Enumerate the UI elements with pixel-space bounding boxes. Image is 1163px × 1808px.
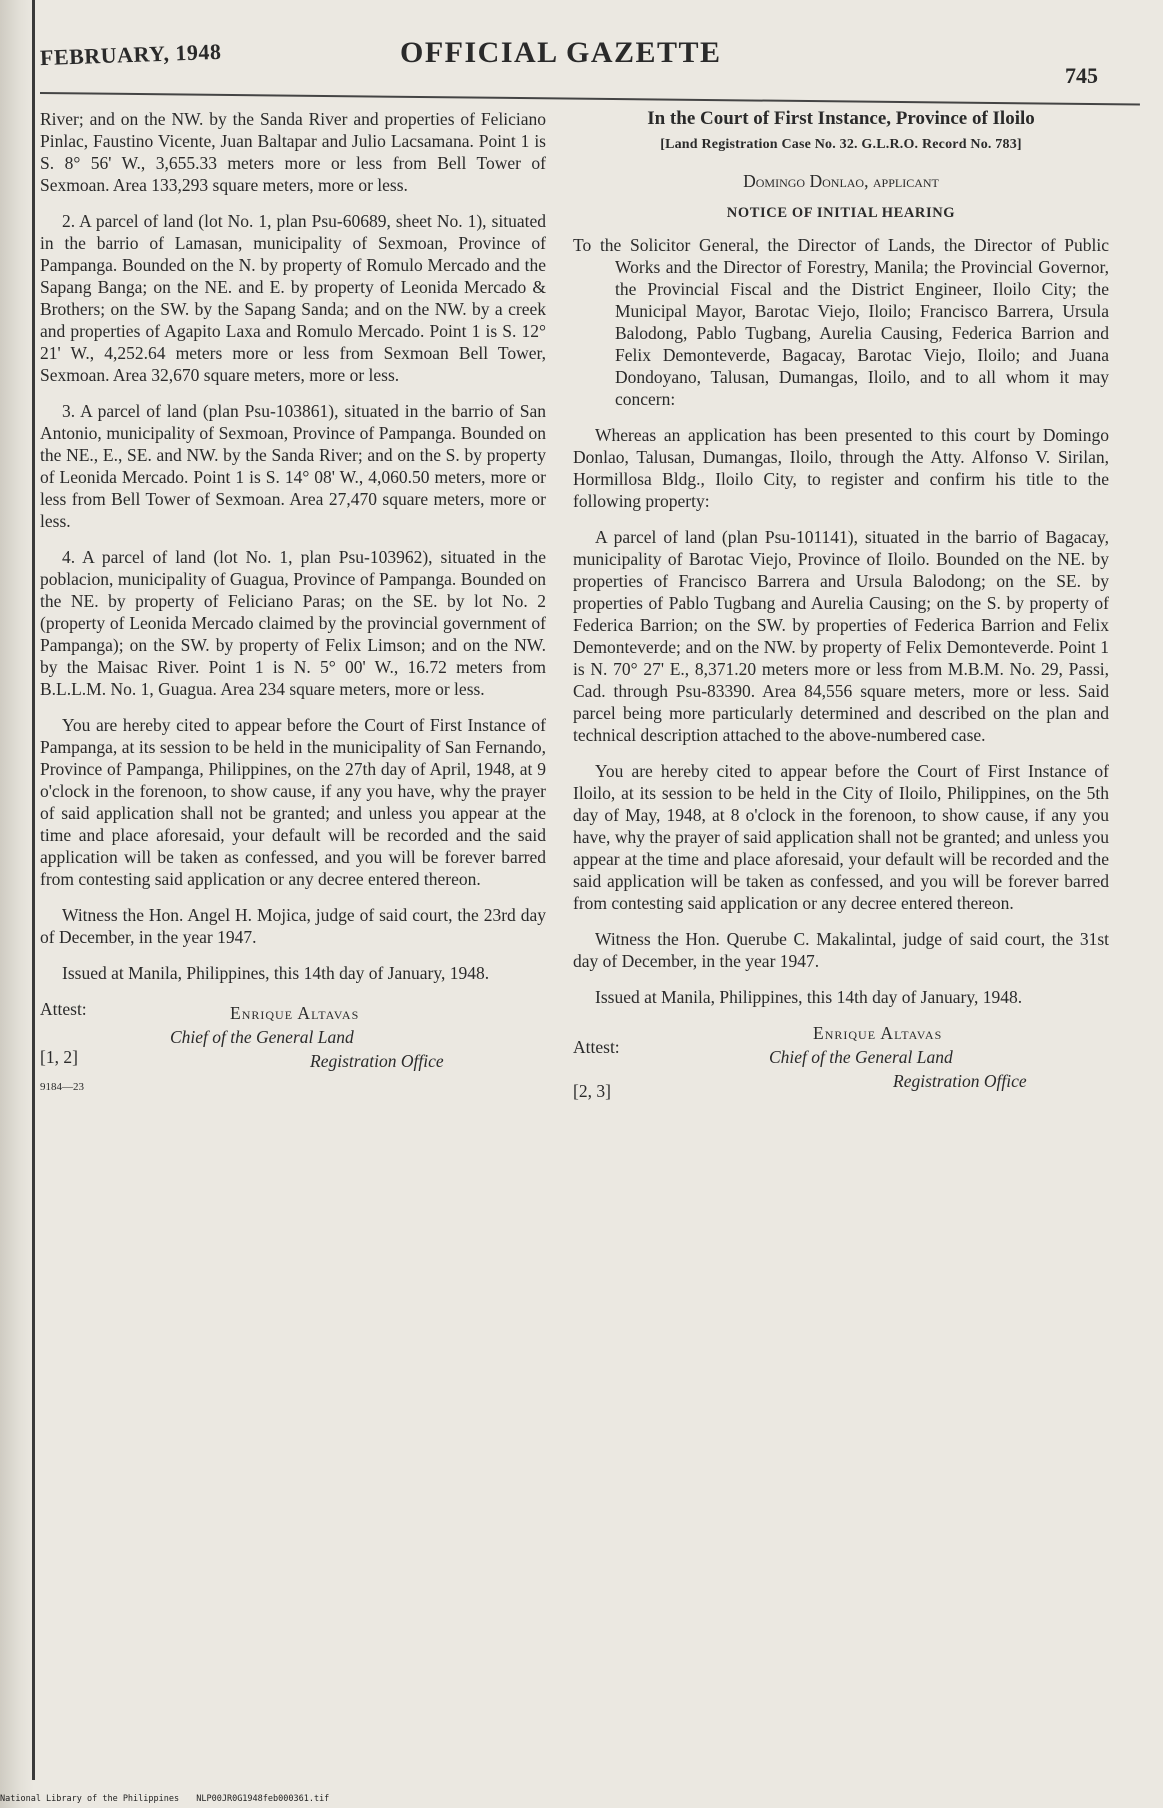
scan-filename: NLP00JR0G1948feb000361.tif	[196, 1794, 330, 1804]
left-column	[40, 108, 546, 1118]
header-rule	[40, 92, 1140, 106]
reference-numbers: [2, 3]	[573, 1081, 611, 1101]
attest-block	[573, 1022, 1109, 1142]
signer-title-line-2: Registration Office	[893, 1071, 1027, 1091]
issued-paragraph: Issued at Manila, Philippines, this 14th day of January, 1948.	[62, 963, 490, 983]
right-column	[573, 108, 1109, 1142]
signer-title-line-1: Chief of the General Land	[769, 1047, 953, 1067]
attest-label: Attest:	[40, 999, 87, 1019]
witness-paragraph: Witness the Hon. Angel H. Mojica, judge of said court, the 23rd day of December, in the year 1947.	[40, 905, 546, 947]
gazette-title: OFFICIAL GAZETTE	[400, 36, 722, 69]
library-credit: National Library of the Philippines	[0, 1794, 180, 1804]
header-date: FEBRUARY, 1948	[39, 38, 222, 71]
notice-title: NOTICE OF INITIAL HEARING	[726, 205, 956, 221]
parcel-paragraph: A parcel of land (plan Psu-101141), situated in the barrio of Bagacay, municipality of Barotac Viejo, Province of Iloilo. Bounded on the NE. by properties of Francisco Barrera and Ursula Balodong; on the SE. by properties of Pablo Tugbang and Aurelia Causing; on the S. by property of Federica Barrion; on the SW. by properties of Federica Barrion and Felix Demonteverde; and on the NW. by property of Felix Demonteverde. Point 1 is N. 70° 27' E., 8,371.20 meters more or less from M.B.M. No. 29, Passi, Cad. through Psu-83390. Area 84,556 square meters, more or less. Said parcel being more particularly determined and described on the plan and technical description attached to the above-numbered case.	[573, 527, 1109, 745]
witness-paragraph: Witness the Hon. Querube C. Makalintal, judge of said court, the 31st day of December, in the year 1947.	[573, 929, 1109, 971]
attest-label: Attest:	[573, 1037, 620, 1057]
whereas-paragraph: Whereas an application has been presented to this court by Domingo Donlao, Talusan, Dumangas, Iloilo, through the Atty. Alfonso V. Sirilan, Hormillosa Bldg., Iloilo City, to register and confirm his title to the following property:	[573, 425, 1109, 511]
page-number: 745	[1065, 63, 1098, 88]
binding-shadow	[0, 0, 34, 1808]
continuation-paragraph: River; and on the NW. by the Sanda River and properties of Feliciano Pinlac, Faustino Vicente, Juan Baltapar and Julio Lacsamana. Point 1 is S. 8° 56' W., 3,655.33 meters more or less from Bell Tower of Sexmoan. Area 133,293 square meters, more or less.	[40, 109, 546, 195]
scan-footer	[0, 1794, 1163, 1804]
citation-paragraph: You are hereby cited to appear before the Court of First Instance of Pampanga, at its session to be held in the municipality of San Fernando, Province of Pampanga, Philippines, on the 27th day of April, 1948, at 9 o'clock in the forenoon, to show cause, if any you have, why the prayer of said application shall not be granted; and unless you appear at the time and place aforesaid, your default will be recorded and the said application will be taken as confessed, and you will be forever barred from contesting said application or any decree entered thereon.	[40, 715, 546, 889]
reference-numbers: [1, 2]	[40, 1047, 78, 1067]
addressees-paragraph: To the Solicitor General, the Director of Lands, the Director of Public Works and the Director of Forestry, Manila; the Provincial Governor, the Provincial Fiscal and the District Engineer, Iloilo City; the Municipal Mayor, Barotac Viejo, Iloilo; Francisco Barrera, Ursula Balodong, Pablo Tugbang, Aurelia Causing, Federica Barrion and Felix Demonteverde, Bagacay, Barotac Viejo, Iloilo; and Juana Dondoyano, Talusan, Dumangas, Iloilo, and to all whom it may concern:	[573, 235, 1109, 409]
attest-block	[40, 998, 546, 1118]
case-number: [Land Registration Case No. 32. G.L.R.O. Record No. 783]	[660, 137, 1022, 152]
signer-name: Enrique Altavas	[230, 1003, 360, 1023]
issued-paragraph: Issued at Manila, Philippines, this 14th day of January, 1948.	[595, 987, 1023, 1007]
print-code: 9184—23	[40, 1081, 84, 1093]
court-heading: In the Court of First Instance, Province of Iloilo	[647, 108, 1035, 129]
parcel-3-paragraph: 3. A parcel of land (plan Psu-103861), situated in the barrio of San Antonio, municipality of Sexmoan, Province of Pampanga. Bounded on the NE., E., SE. and NW. by the Sanda River; and on the S. by property of Leonida Mercado. Point 1 is S. 14° 08' W., 4,060.50 meters, more or less from Bell Tower of Sexmoan. Area 27,470 square meters, more or less.	[40, 401, 546, 531]
signer-title-line-1: Chief of the General Land	[170, 1027, 354, 1047]
parcel-4-paragraph: 4. A parcel of land (lot No. 1, plan Psu-103962), situated in the poblacion, municipality of Guagua, Province of Pampanga. Bounded on the NE. by property of Feliciano Paras; on the SE. by lot No. 2 (property of Leonida Mercado claimed by the provincial government of Pampanga); on the SW. by property of Felix Limson; and on the NW. by the Maisac River. Point 1 is N. 5° 00' W., 16.72 meters from B.L.L.M. No. 1, Guagua. Area 234 square meters, more or less.	[40, 547, 546, 699]
signer-name: Enrique Altavas	[813, 1023, 943, 1043]
signer-title-line-2: Registration Office	[310, 1051, 444, 1071]
parcel-2-paragraph: 2. A parcel of land (lot No. 1, plan Psu-60689, sheet No. 1), situated in the barrio of Lamasan, municipality of Sexmoan, Province of Pampanga. Bounded on the N. by property of Romulo Mercado and the Sapang Banga; on the NE. and E. by property of Leonida Mercado & Brothers; on the SW. by the Sapang Sanda; and on the NW. by a creek and properties of Agapito Laxa and Romulo Mercado. Point 1 is S. 12° 21' W., 4,252.64 meters more or less from Sexmoan Bell Tower, Sexmoan. Area 32,670 square meters, more or less.	[40, 211, 546, 385]
applicant-line: Domingo Donlao, applicant	[743, 171, 939, 191]
page-header	[0, 0, 1163, 100]
binding-edge	[32, 0, 35, 1780]
citation-paragraph: You are hereby cited to appear before the Court of First Instance of Iloilo, at its session to be held in the City of Iloilo, Philippines, on the 5th day of May, 1948, at 8 o'clock in the forenoon, to show cause, if any you have, why the prayer of said application shall not be granted; and unless you appear at the time and place aforesaid, your default will be recorded and the said application will be taken as confessed, and you will be forever barred from contesting said application or any decree entered thereon.	[573, 761, 1109, 913]
